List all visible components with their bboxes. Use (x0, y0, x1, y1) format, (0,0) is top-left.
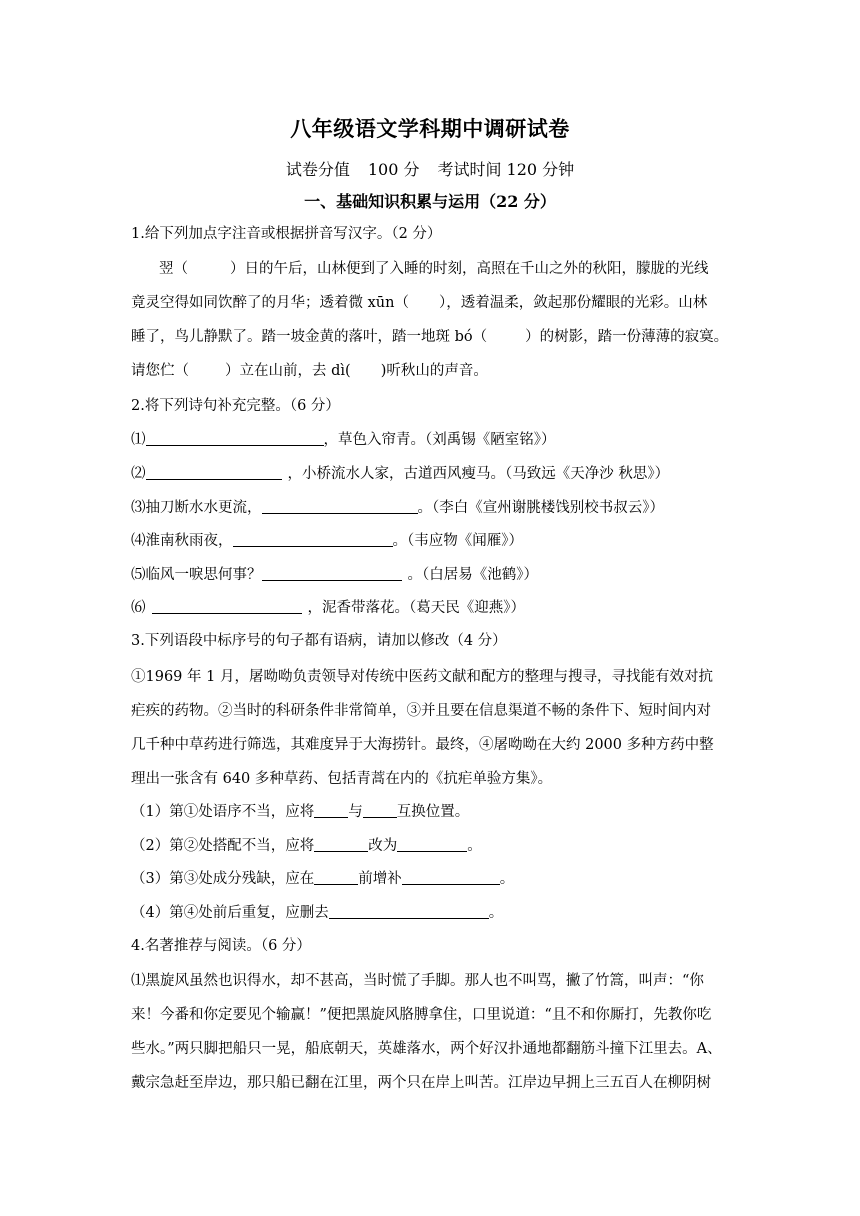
q4-para-line: 戴宗急赶至岸边，那只船已翻在江里，两个只在岸上叫苦。江岸边早拥上三五百人在柳阴树 (131, 1075, 711, 1091)
answer-blank[interactable] (146, 430, 324, 446)
sub-text: 与 (348, 804, 363, 820)
answer-blank[interactable] (146, 464, 282, 480)
q3-sub-2 (131, 836, 741, 856)
section-heading: 一、基础知识积累与运用（22 分） (304, 192, 556, 211)
page-title: 八年级语文学科期中调研试卷 (290, 116, 570, 141)
q3-sub-4 (131, 903, 741, 923)
q2-item-4 (131, 531, 741, 551)
q4-para-line: 些水。”两只脚把船只一晃，船底朝天，英雄落水，两个好汉扑通地都翻筋斗撞下江里去。A、 (131, 1041, 722, 1057)
q3-para-line: 几千种中草药进行筛选，其难度异于大海捞针。最终，④屠呦呦在大约 2000 多种方药中整 (131, 737, 714, 753)
q1-line-1 (159, 259, 769, 279)
item-number: ⑵ (131, 466, 146, 482)
q2-heading: 2.将下列诗句补充完整。（6 分） (131, 398, 340, 414)
sub-text: 。 (499, 871, 515, 887)
sub-text: 改为 (368, 838, 398, 854)
answer-blank[interactable] (402, 869, 500, 885)
answer-blank[interactable] (152, 598, 302, 614)
q1-line-4 (131, 361, 741, 381)
q1-text: ）日的午后，山林便到了入睡的时刻，高照在千山之外的秋阳，朦胧的光线 (230, 261, 709, 277)
q3-para-line: 疟疾的药物。②当时的科研条件非常简单，③并且要在信息渠道不畅的条件下、短时间内对 (131, 703, 711, 719)
sub-text: （1）第①处语序不当，应将 (131, 804, 315, 820)
q1-line-2 (131, 293, 741, 313)
q3-sub-1 (131, 802, 741, 822)
answer-blank[interactable] (233, 531, 393, 547)
q1-text: ）立在山前，去 dì( (225, 363, 351, 379)
q3-para-line: 理出一张含有 640 多种草药、包括青蒿在内的《抗疟单验方集》。 (131, 771, 553, 787)
answer-blank[interactable] (314, 836, 368, 852)
sub-text: 。 (488, 905, 504, 921)
item-text: ，泥香带落花。（葛天民《迎燕》） (307, 600, 525, 616)
q1-text: )听秋山的声音。 (380, 363, 488, 379)
exam-info (0, 157, 860, 180)
q1-text: 竟灵空得如同饮醉了的月华；透着微 xūn（ (131, 295, 409, 311)
item-text: 。（韦应物《闻雁》） (392, 533, 523, 549)
item-text: 淮南秋雨夜， (145, 533, 233, 549)
q1-text: 请您伫（ (131, 363, 189, 379)
sub-text: 互换位置。 (396, 804, 470, 820)
answer-blank[interactable] (397, 836, 467, 852)
sub-text: 。 (467, 838, 482, 854)
item-number: ⑷ (131, 533, 146, 549)
q2-item-6 (131, 598, 741, 618)
q1-heading: 1.给下列加点字注音或根据拼音写汉字。（2 分） (131, 226, 442, 242)
item-number: ⑴ (131, 432, 146, 448)
q1-text: 翌（ (159, 261, 188, 277)
q3-sub-3 (131, 869, 741, 889)
answer-blank[interactable] (329, 903, 489, 919)
item-text: 。（白居易《池鹤》） (407, 567, 538, 583)
sub-text: （4）第④处前后重复，应删去 (131, 905, 329, 921)
q2-item-3 (131, 498, 741, 518)
sub-text: （2）第②处搭配不当，应将 (131, 838, 315, 854)
item-text: 。（李白《宣州谢朓楼饯别校书叔云》） (417, 500, 664, 516)
q3-heading: 3.下列语段中标序号的句子都有语病，请加以修改（4 分） (131, 633, 507, 649)
item-text: 临风一唳思何事？ (145, 567, 262, 583)
q2-item-2 (131, 464, 741, 484)
q3-para-line: ①1969 年 1 月，屠呦呦负责领导对传统中医药文献和配方的整理与搜寻，寻找能有效对抗 (131, 669, 713, 685)
q2-item-1 (131, 430, 741, 450)
q1-text: 睡了，鸟儿静默了。踏一坡金黄的落叶，踏一地斑 bó（ (131, 329, 488, 345)
answer-blank[interactable] (363, 802, 397, 818)
sub-text: 前增补 (358, 871, 402, 887)
answer-blank[interactable] (262, 565, 402, 581)
sub-text: （3）第③处成分残缺，应在 (131, 871, 315, 887)
item-number: ⑶ (131, 500, 146, 516)
score-label: 试卷分值 (285, 160, 350, 179)
item-text: ，草色入帘青。（刘禹锡《陋室铭》） (323, 432, 556, 448)
item-text: 抽刀断水水更流， (145, 500, 262, 516)
q1-text: ）的树影，踏一份薄薄的寂寞。 (525, 329, 729, 345)
answer-blank[interactable] (314, 869, 358, 885)
answer-blank[interactable] (262, 498, 418, 514)
item-text: ，小桥流水人家，古道西风瘦马。（马致远《天净沙 秋思》） (287, 466, 670, 482)
score-value: 100 分 (367, 160, 420, 179)
time-info: 考试时间 120 分钟 (437, 160, 575, 179)
q1-line-3 (131, 327, 741, 347)
item-number: ⑸ (131, 567, 146, 583)
q1-text: ），透着温柔，敛起那份耀眼的光彩。山林 (438, 295, 708, 311)
answer-blank[interactable] (314, 802, 348, 818)
item-number: ⑹ (131, 600, 146, 616)
q4-para-line: ⑴黑旋风虽然也识得水，却不甚高，当时慌了手脚。那人也不叫骂，撇了竹篙，叫声：“你 (131, 973, 704, 989)
q2-item-5 (131, 565, 741, 585)
q4-para-line: 来！今番和你定要见个输赢！”便把黑旋风胳膊拿住，口里说道：“且不和你厮打，先教你吃 (131, 1007, 712, 1023)
q4-heading: 4.名著推荐与阅读。（6 分） (131, 938, 311, 954)
